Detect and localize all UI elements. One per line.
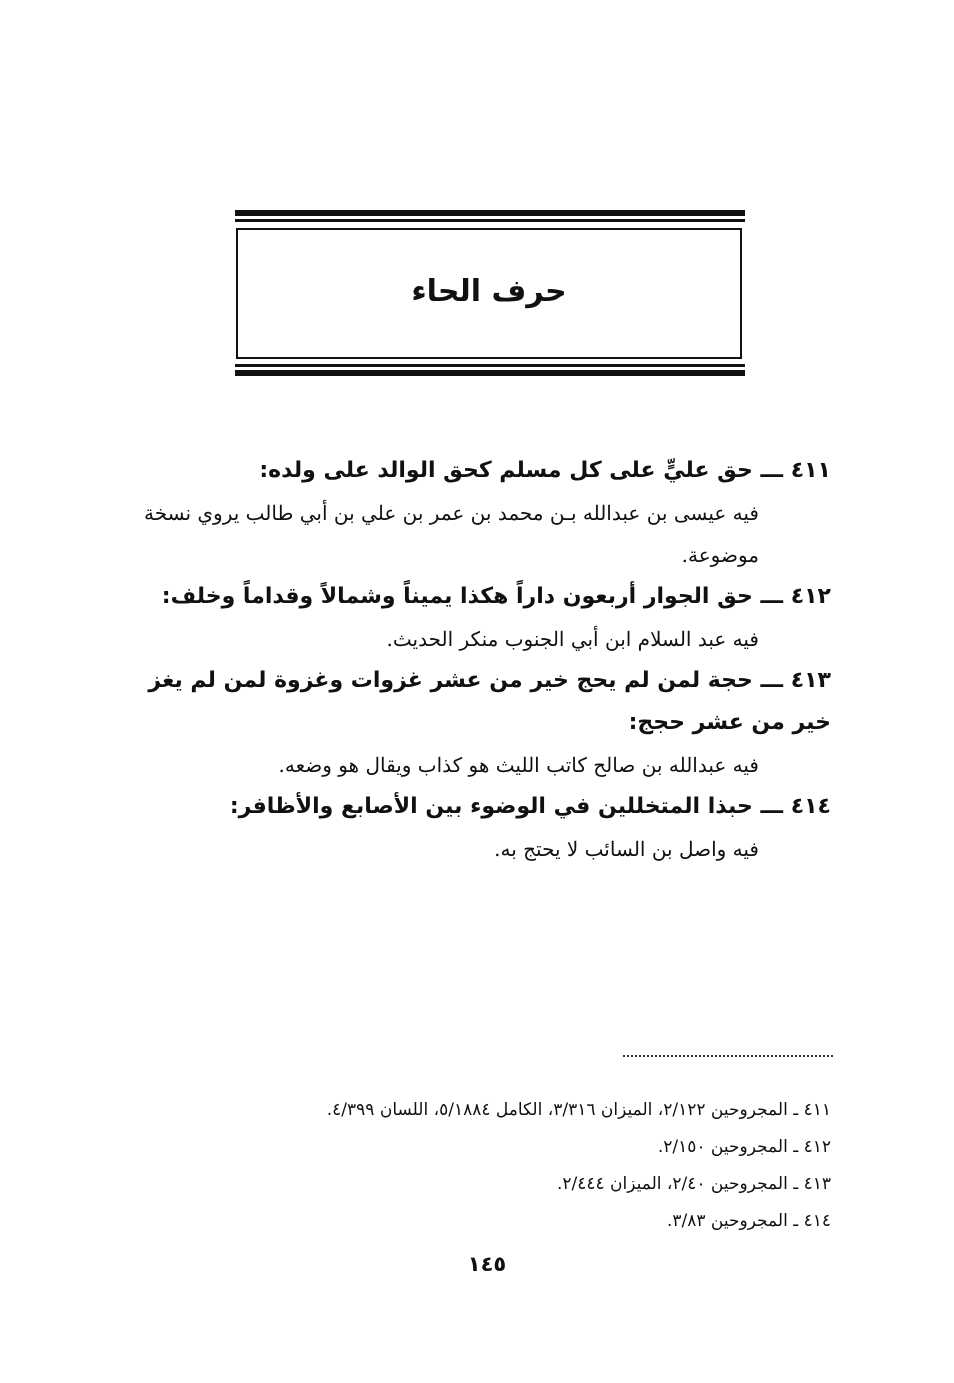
entry-commentary: فيه عبدالله بن صالح كاتب الليث هو كذاب ويقال هو وضعه. xyxy=(278,753,759,777)
bottom-rule-thick xyxy=(235,370,745,376)
footnote-separator xyxy=(623,1055,833,1057)
footnote-414: ٤١٤ ـ المجروحين ٣/٨٣. xyxy=(666,1211,831,1231)
top-rule-thick xyxy=(235,210,745,216)
footnotes xyxy=(131,1092,831,1240)
page-number: ١٤٥ xyxy=(467,1252,507,1276)
chapter-title: حرف الحاء xyxy=(411,274,567,309)
chapter-title-box xyxy=(236,228,742,359)
entry-heading: ٤١٤ ـــ حبذا المتخللين في الوضوء بين الأصابع والأظافر: xyxy=(229,794,831,819)
entry-413 xyxy=(131,660,831,786)
entry-commentary: فيه عيسى بن عبدالله بـن محمد بن عمر بن علي بن أبي طالب يروي نسخة موضوعة. xyxy=(143,501,759,567)
entry-heading: ٤١١ ـــ حق عليٍّ على كل مسلم كحق الوالد على ولده: xyxy=(259,458,831,483)
entries-list xyxy=(131,450,831,870)
entry-heading: ٤١٢ ـــ حق الجوار أربعون داراً هكذا يميناً وشمالاً وقداماً وخلف: xyxy=(161,584,831,609)
entry-412 xyxy=(131,576,831,660)
entry-commentary: فيه واصل بن السائب لا يحتج به. xyxy=(494,837,759,861)
entry-heading: ٤١٣ ـــ حجة لمن لم يحج خير من عشر غزوات وغزوة لمن لم يغز خير من عشر حجج: xyxy=(148,668,831,735)
bottom-rule-thin xyxy=(235,364,745,367)
entry-commentary: فيه عبد السلام ابن أبي الجنوب منكر الحديث. xyxy=(386,627,759,651)
footnote-412: ٤١٢ ـ المجروحين ٢/١٥٠. xyxy=(657,1137,831,1157)
footnote-411: ٤١١ ـ المجروحين ٢/١٢٢، الميزان ٣/٣١٦، الكامل ٥/١٨٨٤، اللسان ٤/٣٩٩. xyxy=(326,1100,831,1120)
top-rule-thin xyxy=(235,219,745,222)
footnote-413: ٤١٣ ـ المجروحين ٢/٤٠، الميزان ٢/٤٤٤. xyxy=(556,1174,831,1194)
entry-414 xyxy=(131,786,831,870)
entry-411 xyxy=(131,450,831,576)
